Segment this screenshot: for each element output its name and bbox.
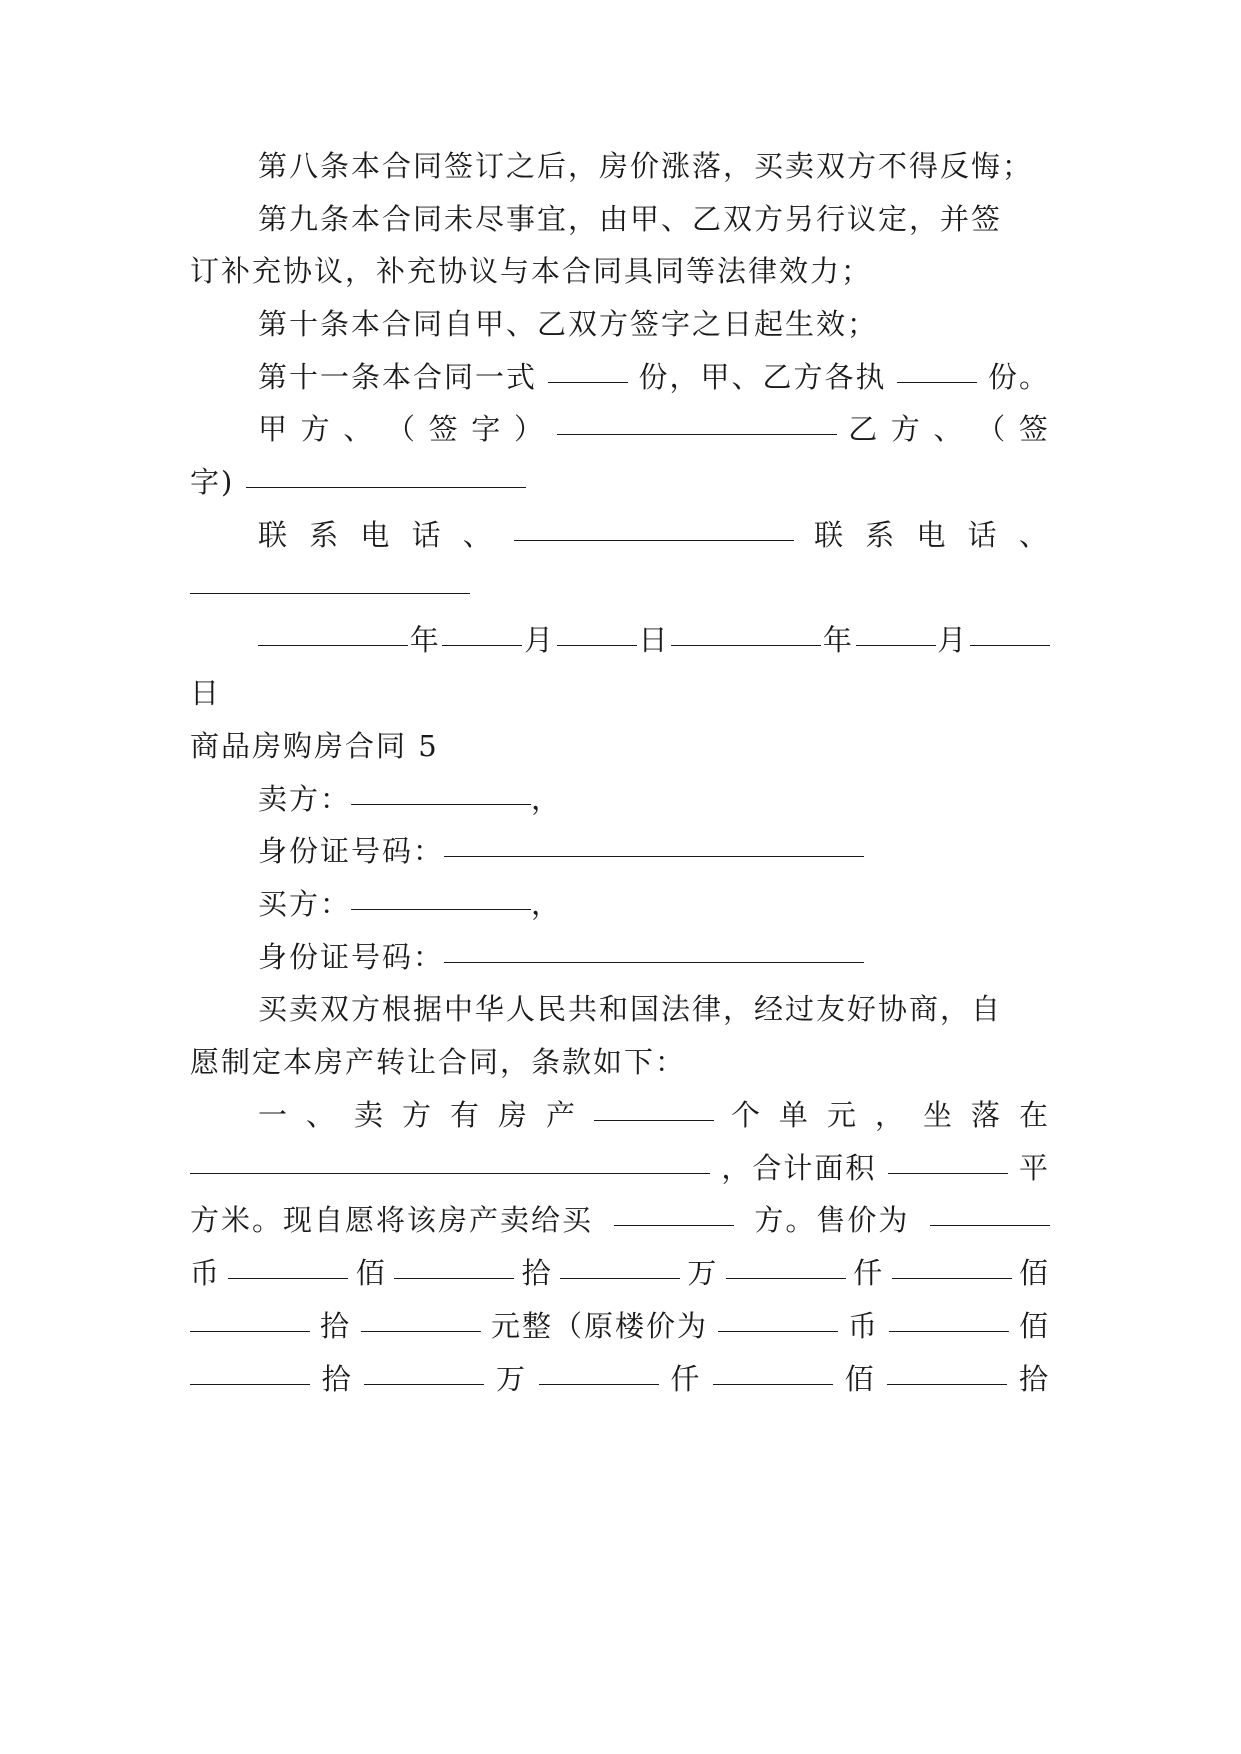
qian-label: 仟 — [853, 1256, 885, 1290]
date-line — [258, 611, 1050, 669]
party-b-day-blank[interactable] — [970, 611, 1050, 646]
sign-a-char: 、 — [343, 412, 375, 446]
sign-a-char: 签 — [428, 412, 460, 446]
bai-label: 佰 — [844, 1362, 876, 1396]
sign-b-char: 、 — [933, 412, 965, 446]
party-b-year-blank[interactable] — [671, 611, 821, 646]
buyer-name-blank[interactable] — [351, 875, 531, 910]
seller-name-blank[interactable] — [351, 770, 531, 805]
seller-id-blank[interactable] — [444, 822, 864, 857]
buyer-comma: ， — [531, 887, 563, 921]
party-a-month-blank[interactable] — [442, 611, 522, 646]
seller-comma: ， — [531, 782, 563, 816]
wan-label: 万 — [687, 1256, 719, 1290]
copies-total-blank[interactable] — [548, 348, 628, 383]
clause-1-char: 方 — [402, 1098, 434, 1132]
ping-label: 平 — [1018, 1151, 1050, 1185]
shi-label: 拾 — [321, 1362, 353, 1396]
bai-label: 佰 — [1018, 1256, 1050, 1290]
article-9-text-2: 订补充协议，补充协议与本合同具同等法律效力； — [190, 254, 873, 288]
party-b-phone-blank[interactable] — [190, 559, 470, 594]
article-9-line-1 — [258, 190, 1050, 248]
clause-1-line-1 — [258, 1086, 1050, 1144]
phone-b-char: 、 — [1018, 518, 1050, 552]
party-b-signature-blank[interactable] — [246, 453, 526, 488]
clause-1-char: 一 — [258, 1098, 290, 1132]
area-label: ，合计面积 — [721, 1151, 877, 1185]
phone-line — [258, 506, 1050, 564]
party-a-day-blank[interactable] — [557, 611, 637, 646]
price-blank[interactable] — [394, 1244, 514, 1279]
intro-text-1: 买卖双方根据中华人民共和国法律，经过友好协商，自 — [258, 992, 1003, 1026]
clause-1-text-3a: 方米。现自愿将该房产卖给买 — [190, 1203, 594, 1237]
seller-id-line — [258, 822, 1050, 880]
clause-1-char: 房 — [498, 1098, 530, 1132]
month-label: 月 — [524, 623, 556, 657]
seller-line — [258, 770, 1050, 828]
clause-1-char: 坐 — [922, 1098, 954, 1132]
bai-label: 佰 — [1018, 1309, 1050, 1343]
clause-1-text-3b: 方。售价为 — [754, 1203, 910, 1237]
buyer-party-blank[interactable] — [614, 1191, 734, 1226]
intro-text-2: 愿制定本房产转让合同，条款如下： — [190, 1045, 687, 1079]
sign-a-char: ） — [513, 412, 545, 446]
currency-label: 币 — [847, 1309, 879, 1343]
price-line-2 — [190, 1297, 1050, 1355]
phone-a-char: 联 — [258, 518, 290, 552]
sign-b-char: 签 — [1018, 412, 1050, 446]
sign-a-char: 方 — [300, 412, 332, 446]
buyer-id-blank[interactable] — [444, 928, 864, 963]
sign-b-tail: 字) — [190, 465, 235, 499]
clause-1-line-3 — [190, 1191, 1050, 1249]
article-11 — [258, 348, 1050, 406]
price-blank[interactable] — [228, 1244, 348, 1279]
buyer-label: 买方： — [258, 887, 352, 921]
qian-label: 仟 — [670, 1362, 702, 1396]
buyer-id-label: 身份证号码： — [258, 940, 445, 974]
price-blank[interactable] — [560, 1244, 680, 1279]
party-b-month-blank[interactable] — [856, 611, 936, 646]
party-a-phone-blank[interactable] — [514, 506, 794, 541]
party-a-year-blank[interactable] — [258, 611, 408, 646]
buyer-id-line — [258, 928, 1050, 986]
clause-1-char: 落 — [970, 1098, 1002, 1132]
price-blank[interactable] — [361, 1297, 481, 1332]
price-blank[interactable] — [539, 1350, 659, 1385]
sign-b-char: 方 — [890, 412, 922, 446]
seller-label: 卖方： — [258, 782, 352, 816]
copies-each-blank[interactable] — [897, 348, 977, 383]
currency-label: 币 — [190, 1256, 222, 1290]
sign-b-char: （ — [976, 412, 1008, 446]
intro-line-2 — [190, 1033, 1050, 1091]
month-label: 月 — [937, 623, 969, 657]
phone-a-char: 话 — [411, 518, 443, 552]
bai-label: 佰 — [355, 1256, 387, 1290]
clause-1-char: 有 — [450, 1098, 482, 1132]
phone-line-cont — [190, 559, 1050, 617]
clause-1-char: 卖 — [354, 1098, 386, 1132]
price-blank[interactable] — [892, 1244, 1012, 1279]
seller-id-label: 身份证号码： — [258, 834, 445, 868]
phone-a-char: 系 — [309, 518, 341, 552]
sign-b-char: 乙 — [848, 412, 880, 446]
sign-a-char: 甲 — [258, 412, 290, 446]
phone-a-char: 电 — [360, 518, 392, 552]
party-a-signature-blank[interactable] — [557, 400, 837, 435]
location-blank[interactable] — [190, 1139, 710, 1174]
price-blank[interactable] — [713, 1350, 833, 1385]
currency-blank[interactable] — [930, 1191, 1050, 1226]
article-11-post: 份。 — [987, 360, 1050, 394]
phone-b-char: 电 — [916, 518, 948, 552]
clause-1-char: 、 — [306, 1098, 338, 1132]
day-label: 日 — [638, 623, 670, 657]
wan-label: 万 — [495, 1362, 527, 1396]
sign-a-char: 字 — [471, 412, 503, 446]
sign-a-char: （ — [385, 412, 417, 446]
article-11-mid: 份，甲、乙方各执 — [638, 360, 887, 394]
section-title — [190, 717, 1050, 775]
shi-label: 拾 — [521, 1256, 553, 1290]
article-9-text-1: 第九条本合同未尽事宜，由甲、乙双方另行议定，并签 — [258, 202, 1003, 236]
phone-b-char: 系 — [865, 518, 897, 552]
price-blank[interactable] — [887, 1350, 1007, 1385]
year-label: 年 — [409, 623, 441, 657]
price-blank[interactable] — [726, 1244, 846, 1279]
article-8 — [258, 137, 1050, 195]
signature-line-cont — [190, 453, 1050, 511]
price-blank[interactable] — [718, 1297, 838, 1332]
price-blank[interactable] — [190, 1350, 310, 1385]
area-blank[interactable] — [888, 1139, 1008, 1174]
intro-line-1 — [258, 980, 1050, 1038]
section-title-text: 商品房购房合同 5 — [190, 729, 439, 763]
article-9-line-2 — [190, 242, 1050, 300]
article-8-text: 第八条本合同签订之后，房价涨落，买卖双方不得反悔； — [258, 149, 1034, 183]
shi-label: 拾 — [319, 1309, 351, 1343]
price-blank[interactable] — [889, 1297, 1009, 1332]
phone-b-char: 话 — [967, 518, 999, 552]
clause-1-char: 个 — [730, 1098, 762, 1132]
clause-1-char: 单 — [778, 1098, 810, 1132]
clause-1-char: ， — [874, 1098, 906, 1132]
article-10 — [258, 295, 1050, 353]
units-count-blank[interactable] — [594, 1086, 714, 1121]
date-line-cont — [190, 664, 1050, 722]
price-line-1 — [190, 1244, 1050, 1302]
clause-1-char: 产 — [546, 1098, 578, 1132]
article-11-pre: 第十一条本合同一式 — [258, 360, 538, 394]
yuan-label: 元整（原楼价为 — [490, 1309, 708, 1343]
clause-1-char: 元 — [826, 1098, 858, 1132]
signature-line — [258, 400, 1050, 458]
shi-label: 拾 — [1018, 1362, 1050, 1396]
price-line-3 — [190, 1350, 1050, 1408]
day-label: 日 — [190, 676, 222, 710]
clause-1-line-2 — [190, 1139, 1050, 1197]
phone-a-char: 、 — [462, 518, 494, 552]
year-label: 年 — [822, 623, 854, 657]
phone-b-char: 联 — [814, 518, 846, 552]
article-10-text: 第十条本合同自甲、乙双方签字之日起生效； — [258, 307, 879, 341]
price-blank[interactable] — [190, 1297, 310, 1332]
buyer-line — [258, 875, 1050, 933]
price-blank[interactable] — [364, 1350, 484, 1385]
clause-1-char: 在 — [1018, 1098, 1050, 1132]
